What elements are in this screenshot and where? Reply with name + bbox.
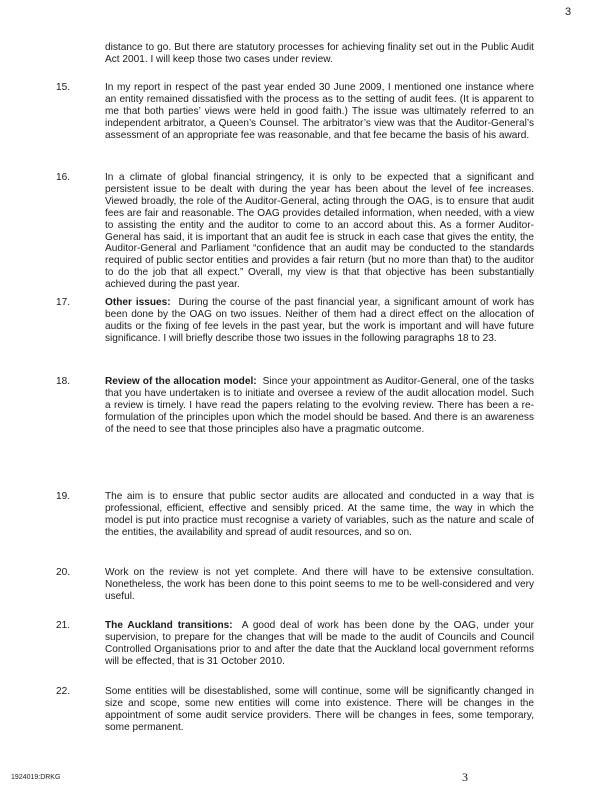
paragraph-body: During the course of the past financial year, a significant amount of work has been done by the OAG on two issues. Neither of them had a direct effect on the allocation of audits or the fixing of fee levels in the past year, but the work is important and will have future significance. I will briefly describe those two issues in the following paragraphs 18 to 23. [105,297,534,344]
paragraph-text [105,297,534,345]
paragraph-21 [56,620,534,668]
paragraph-19 [56,491,534,539]
paragraph-text [105,376,534,436]
paragraph-number: 22. [56,686,71,697]
paragraph-text [105,567,534,603]
footer-page-number: 3 [462,770,468,784]
paragraph-number: 17. [56,297,71,308]
paragraph-body: A good deal of work has been done by the OAG, under your supervision, to prepare for the changes that will be made to the audit of Councils and Council Controlled Organisations prior to and after the date that the Auckland local government reforms will be effected, that is 31 October 2010. [105,620,534,667]
paragraph-number: 15. [56,82,71,93]
paragraph-text [105,686,534,734]
paragraph-text [105,620,534,668]
paragraph-text [105,82,534,142]
footer-document-reference: 1924019:DRKG [11,774,61,781]
paragraph-16 [56,172,534,291]
paragraph-body: The aim is to ensure that public sector audits are allocated and conducted in a way that is professional, efficient, effective and sensibly priced. At the same time, the way in which the model is put into practice must recognise a variety of variables, such as the nature and scale of the entities, the availability and spread of audit resources, and so on. [105,491,534,538]
paragraph-heading: Other issues: [105,297,171,308]
paragraph-body: Work on the review is not yet complete. And there will have to be extensive consultation. Nonetheless, the work has been done to this point seems to me to be well-considered and very useful. [105,567,534,602]
paragraph-18 [56,376,534,436]
paragraph-heading: Review of the allocation model: [105,376,257,387]
paragraph-20 [56,567,534,603]
paragraph-number: 21. [56,620,71,631]
paragraph-text [105,491,534,539]
paragraph-body: Since your appointment as Auditor-General, one of the tasks that you have undertaken is to initiate and oversee a review of the audit allocation model. Such a review is timely. I have read the papers relating to the evolving review. There has been a re-formulation of the principles upon which the model should be based. And there is an awareness of the need to see that those principles also have a pragmatic outcome. [105,376,534,435]
paragraph-text [105,172,534,291]
paragraph-number: 18. [56,376,71,387]
paragraph-number: 16. [56,172,71,183]
paragraph-number: 19. [56,491,71,502]
paragraph-body: In a climate of global financial stringency, it is only to be expected that a significant and persistent issue to be dealt with during the year has been about the level of fee increases. Viewed broadly, the role of the Auditor-General, acting through the OAG, is to ensure that audit fees are fair and reasonable. The OAG provides detailed information, when needed, with a view to assisting the entity and the auditor to come to an accord about this. As a former Auditor-General has said, it is important that an audit fee is struck in each case that gives the entity, the Auditor-General and Parliament “confidence that an audit may be conducted to the standards required of public sector entities and provides a fair return (but no more than that) to the auditor to do the job that all expect.” Overall, my view is that that objective has been substantially achieved during the past year. [105,172,534,291]
paragraph-heading: The Auckland transitions: [105,620,233,631]
paragraph-number: 20. [56,567,71,578]
paragraph-22 [56,686,534,734]
page-number-top: 3 [565,6,572,18]
intro-paragraph: distance to go. But there are statutory processes for achieving finality set out in the Public Audit Act 2001. I will keep those two cases under review. [105,42,534,65]
paragraph-15 [56,82,534,142]
paragraph-17 [56,297,534,345]
paragraph-body: In my report in respect of the past year ended 30 June 2009, I mentioned one instance where an entity remained dissatisfied with the process as to the setting of audit fees. (It is apparent to me that both parties’ views were held in good faith.) The issue was ultimately referred to an independent arbitrator, a Queen’s Counsel. The arbitrator’s view was that the Auditor-General’s assessment of an appropriate fee was reasonable, and that fee became the basis of his award. [105,82,534,141]
paragraph-body: Some entities will be disestablished, some will continue, some will be significantly changed in size and scope, some new entities will come into existence. There will be changes in the appointment of some audit service providers. There will be changes in fees, some temporary, some permanent. [105,686,534,733]
